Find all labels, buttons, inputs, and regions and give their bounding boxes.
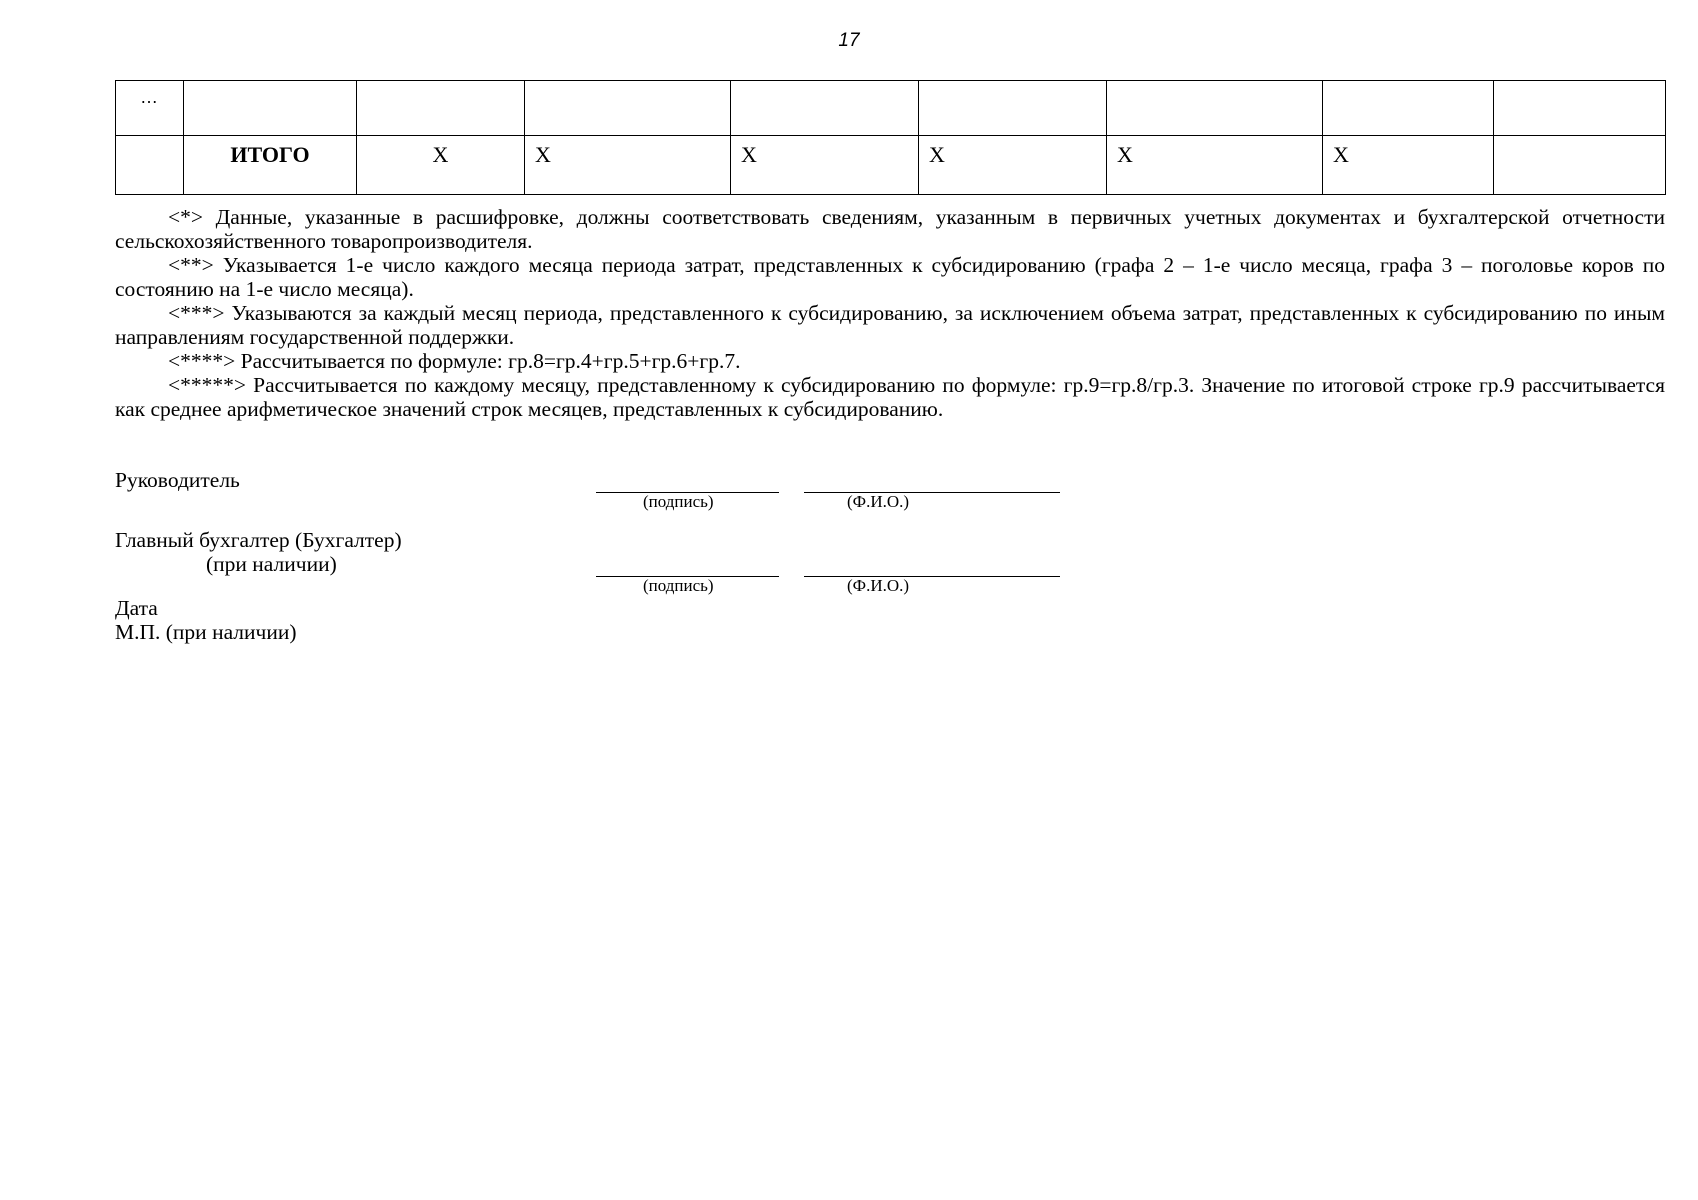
table-cell — [1323, 81, 1494, 136]
head-name-line — [804, 492, 1060, 493]
page-number: 17 — [838, 30, 860, 51]
table-row-ellipsis — [116, 81, 1666, 136]
table-cell: Х — [1323, 136, 1494, 195]
table-cell — [525, 81, 731, 136]
table-cell: Х — [357, 136, 525, 195]
footnote-5: <*****> Рассчитывается по каждому месяцу, представленному к субсидированию по формуле: гр.9=гр.8/гр.3. Значение по итоговой строке гр.9 рассчитывается как среднее арифметическое значений строк месяцев, представленных к субсидированию. — [115, 373, 1665, 421]
footnote-3: <***> Указываются за каждый месяц периода, представленного к субсидированию, за исключением объема затрат, представленных к субсидированию по иным направлениям государственной поддержки. — [115, 301, 1665, 349]
stamp-label: М.П. (при наличии) — [115, 620, 297, 644]
chief-accountant-name-caption: (Ф.И.О.) — [847, 576, 910, 595]
table-cell: Х — [919, 136, 1107, 195]
chief-accountant-signature-caption: (подпись) — [643, 576, 714, 595]
table-cell — [357, 81, 525, 136]
footnotes — [115, 205, 1665, 421]
summary-table — [115, 80, 1666, 195]
table-cell — [116, 136, 184, 195]
table-cell — [184, 81, 357, 136]
head-name-caption: (Ф.И.О.) — [847, 492, 910, 511]
head-signature-caption: (подпись) — [643, 492, 714, 511]
table-cell: Х — [731, 136, 919, 195]
table-row-total — [116, 136, 1666, 195]
table-cell: Х — [1107, 136, 1323, 195]
table-cell — [731, 81, 919, 136]
table-cell — [1494, 136, 1666, 195]
chief-accountant-label: Главный бухгалтер (Бухгалтер) — [115, 528, 402, 552]
footnote-1: <*> Данные, указанные в расшифровке, должны соответствовать сведениям, указанным в первичных учетных документах и бухгалтерской отчетности сельскохозяйственного товаропроизводителя. — [115, 205, 1665, 253]
chief-accountant-note: (при наличии) — [206, 552, 337, 576]
footnote-2: <**> Указывается 1-е число каждого месяца периода затрат, представленных к субсидированию (графа 2 – 1-е число месяца, графа 3 – поголовье коров по состоянию на 1-е число месяца). — [115, 253, 1665, 301]
table-cell: Х — [525, 136, 731, 195]
chief-accountant-name-line — [804, 576, 1060, 577]
total-label: ИТОГО — [184, 136, 357, 195]
date-label: Дата — [115, 596, 158, 620]
footnote-4: <****> Рассчитывается по формуле: гр.8=гр.4+гр.5+гр.6+гр.7. — [168, 349, 741, 373]
table-cell — [1107, 81, 1323, 136]
head-label: Руководитель — [115, 468, 240, 492]
table-cell — [919, 81, 1107, 136]
table-cell — [1494, 81, 1666, 136]
table-cell: … — [116, 81, 184, 136]
